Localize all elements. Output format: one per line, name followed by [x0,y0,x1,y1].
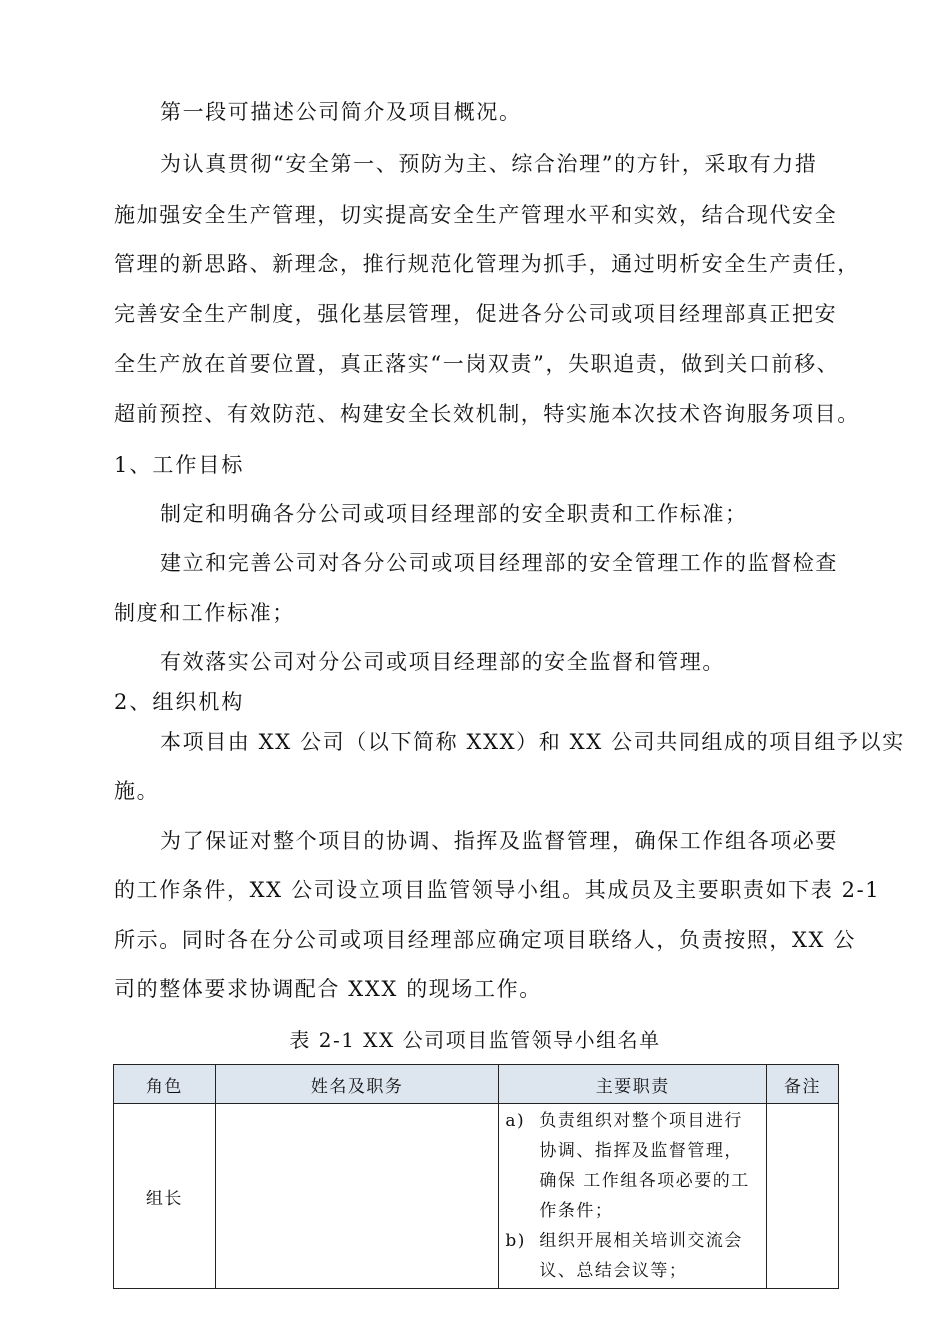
cell-name-title [215,1104,499,1289]
paragraph-intro: 第一段可描述公司简介及项目概况。 [160,100,522,124]
table-caption: 表 2-1 XX 公司项目监管领导小组名单 [289,1028,661,1052]
table-row [114,1104,839,1289]
paragraph-line: 完善安全生产制度，强化基层管理，促进各分公司或项目经理部真正把安 [114,302,838,326]
paragraph-line: 为了保证对整个项目的协调、指挥及监督管理，确保工作组各项必要 [160,829,838,853]
duty-marker: a) [505,1111,526,1131]
paragraph-line: 所示。同时各在分公司或项目经理部应确定项目联络人，负责按照，XX 公 [114,928,856,952]
table-header-row [114,1065,839,1104]
duty-item [505,1106,760,1226]
paragraph-line: 有效落实公司对分公司或项目经理部的安全监督和管理。 [160,650,725,674]
cell-duties [499,1104,767,1289]
paragraph-line: 施加强安全生产管理，切实提高安全生产管理水平和实效，结合现代安全 [114,203,838,227]
duty-marker: b) [505,1231,526,1251]
paragraph-line: 管理的新思路、新理念，推行规范化管理为抓手，通过明析安全生产责任， [114,252,860,276]
paragraph-line: 制定和明确各分公司或项目经理部的安全职责和工作标准； [160,502,748,526]
duty-text: 负责组织对整个项目进行协调、指挥及监督管理，确保 工作组各项必要的工作条件； [539,1111,750,1221]
duty-item [505,1226,760,1286]
paragraph-line: 建立和完善公司对各分公司或项目经理部的安全管理工作的监督检查 [160,551,838,575]
paragraph-line: 施。 [114,779,160,803]
cell-role: 组长 [114,1104,216,1289]
paragraph-line: 本项目由 XX 公司（以下简称 XXX）和 XX 公司共同组成的项目组予以实 [160,730,905,754]
paragraph-line: 全生产放在首要位置，真正落实“一岗双责”，失职追责，做到关口前移、 [114,352,840,376]
leadership-group-table [113,1064,839,1289]
paragraph-line: 为认真贯彻“安全第一、预防为主、综合治理”的方针，采取有力措 [160,152,818,176]
section-heading-organization: 2、组织机构 [114,690,245,714]
paragraph-line: 超前预控、有效防范、构建安全长效机制，特实施本次技术咨询服务项目。 [114,402,860,426]
header-duties: 主要职责 [499,1065,767,1104]
header-role: 角色 [114,1065,216,1104]
cell-remark [767,1104,839,1289]
header-name-title: 姓名及职务 [215,1065,499,1104]
paragraph-line: 的工作条件，XX 公司设立项目监管领导小组。其成员及主要职责如下表 2-1 [114,878,881,902]
paragraph-line: 制度和工作标准； [114,601,295,625]
header-remark: 备注 [767,1065,839,1104]
section-heading-goals: 1、工作目标 [114,453,245,477]
duty-text: 组织开展相关培训交流会议、总结会议等； [539,1231,743,1281]
paragraph-line: 司的整体要求协调配合 XXX 的现场工作。 [114,977,542,1001]
